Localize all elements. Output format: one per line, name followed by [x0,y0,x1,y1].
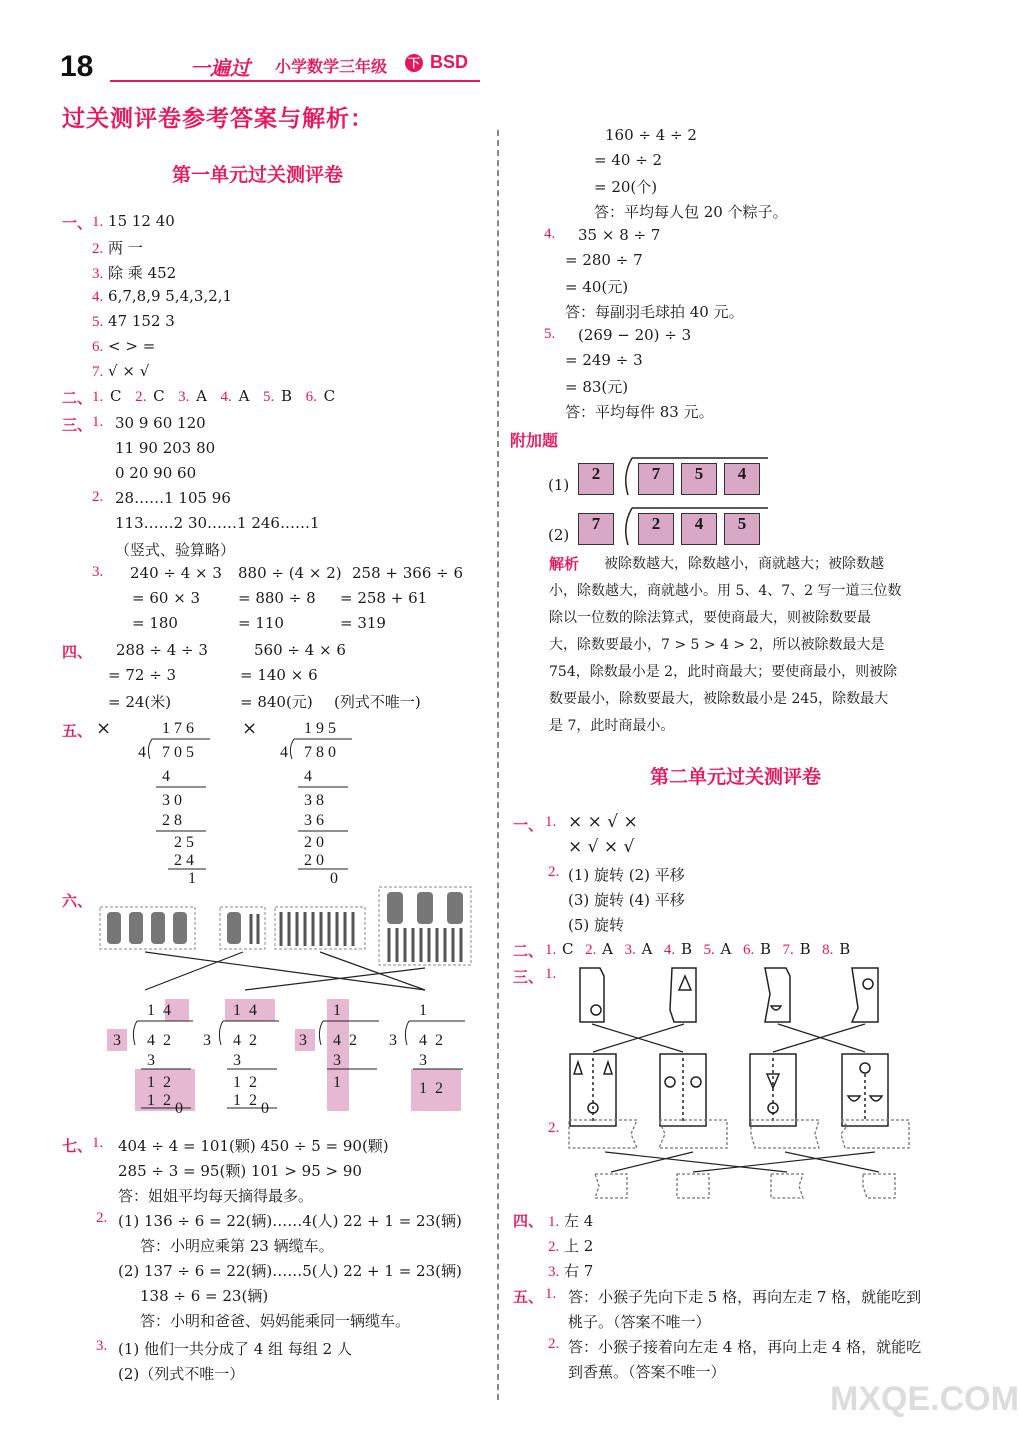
circle-icon [665,1077,675,1087]
list-item: 2. 上 2 [548,1237,594,1255]
bonus-division-2 [578,513,621,545]
digit-tile: 7 [638,463,674,495]
step: 4 [304,768,312,785]
answer-line: 答：小猴子接着向左走 4 格，再向上走 4 格，就能吃 [568,1338,922,1356]
answer-line: 到香蕉。（答案不唯一） [568,1363,726,1381]
digit-tile: 7 [578,513,614,545]
calc-line: = 258 + 61 [340,589,428,607]
circle-icon [591,1005,601,1015]
step: 3 [333,1052,341,1069]
analysis-line: 数要最小，除数要最大，被除数最小是 245，除数最大 [549,691,889,707]
remainder: 0 [330,870,338,887]
shape-outline [841,1120,909,1148]
list-item: 2. 两 一 [92,239,143,257]
remainder: 0 [261,1100,269,1117]
answer-line: 答：姐姐平均每天摘得最多。 [118,1187,314,1205]
question-number: 1. [545,814,557,830]
dividend: 42 [419,1032,451,1049]
calc-line: (269 − 20) ÷ 3 [578,326,692,344]
question-number: 1. [545,966,557,982]
answer-line: (5) 旋转 [568,916,625,934]
step: 28 [162,812,186,829]
bonus-dividend-1 [638,463,767,495]
analysis-line: 是 7，此时商最小。 [549,718,675,734]
watermark: MXQE.COM [830,1380,1019,1418]
list-item: 7. √ × √ [92,362,150,380]
question-number: 2. [92,489,104,505]
calc-line: = 140 × 6 [240,666,318,684]
matching-lines [145,952,425,990]
calc-line: 560 ÷ 4 × 6 [254,641,346,659]
unit2-title: 第二单元过关测评卷 [650,766,822,788]
calc-line: = 60 × 3 [132,589,201,607]
circle-icon [691,1077,701,1087]
step: 12 [233,1092,265,1109]
question-number: 1. [545,1286,557,1302]
header-rule [110,80,480,82]
calc-line: = 319 [340,614,386,632]
stick-bundle-icon [447,892,463,924]
step: 3 [147,1052,155,1069]
unit2-s1-label: 一、 [513,816,544,834]
dividend: 780 [304,744,340,761]
digit-tile: 5 [681,463,717,495]
unit1-s4-label: 四、 [62,643,93,661]
shape-outline [751,1120,819,1148]
stick-bundle-icon [129,912,143,944]
answer-line: (2)（列式不唯一） [118,1365,245,1383]
note: (列式不唯一) [334,693,421,711]
answer-line: (1) 136 ÷ 6 = 22(辆)……4(人) 22 + 1 = 23(辆) [118,1212,462,1230]
shape-outline [659,1120,727,1148]
dividend: 42 [233,1032,265,1049]
stick-bundle-icon [107,912,121,944]
triangle-icon [679,976,691,990]
step: 36 [304,812,328,829]
step: 12 [147,1092,179,1109]
answer-line: (2) 137 ÷ 6 = 22(辆)……5(人) 22 + 1 = 23(辆) [118,1262,462,1280]
unit1-title: 第一单元过关测评卷 [172,164,344,186]
digit-tile: 2 [638,513,674,545]
calc-line: 160 ÷ 4 ÷ 2 [605,126,697,144]
remainder: 0 [175,1100,183,1117]
calc-line: = 40(元) [565,278,629,296]
list-item: 1. 左 4 [548,1212,594,1230]
shape-card-triangle [670,968,696,1022]
analysis-label: 解析 [549,555,580,573]
question-number: 4. [544,226,556,242]
unit1-s2-answers: 1. C 2. C 3. A 4. A 5. B 6. C [92,387,336,405]
edition-label: BSD [430,52,469,72]
unit2-s5-label: 五、 [513,1288,544,1306]
digit-tile: 4 [724,463,760,495]
question-number: 2. [548,1336,560,1352]
step: 38 [304,792,328,809]
calc-line: 288 ÷ 4 ÷ 3 [116,641,208,659]
counting-sticks-illustration [95,882,485,992]
answer-line: 答：小明应乘第 23 辆缆车。 [140,1237,334,1255]
divisor: 4 [138,744,146,761]
stick-bundle-icon [387,892,403,924]
step: 12 [147,1074,179,1091]
judgement-row: × √ × √ [568,837,635,857]
unit1-s5-label: 五、 [62,722,93,740]
bonus-division-1 [578,463,621,495]
answer-line: 30 9 60 120 [115,414,206,432]
stick-bundle-icon [151,912,165,944]
calc-line: 258 + 366 ÷ 6 [352,564,464,582]
shape-outline [569,1120,637,1148]
unit1-s6-label: 六、 [62,892,93,910]
calc-line: 880 ÷ (4 × 2) [238,564,342,582]
answer-line: (3) 旋转 (4) 平移 [568,891,685,909]
stick-bundle-icon [417,892,433,924]
calc-line: = 83(元) [565,378,629,396]
answer-line: 答：平均每人包 20 个粽子。 [594,203,788,221]
divisor: 4 [280,744,288,761]
question-number: 5. [544,326,556,342]
question-number: 3. [92,564,104,580]
calc-line: = 40 ÷ 2 [594,151,663,169]
list-item: 3. 除 乘 452 [92,264,177,282]
shape-outline [863,1174,895,1198]
answer-line: (1) 他们一共分成了 4 组 每组 2 人 [118,1340,352,1358]
analysis-line: 小，除数越大，商就越小。用 5、4、7、2 写一道三位数 [549,583,902,599]
unit1-s3-label: 三、 [62,416,93,434]
digit-tile: 4 [681,513,717,545]
long-division-1 [130,715,230,885]
unit2-s2-label: 二、 [513,942,544,960]
digit-tile: 2 [578,463,614,495]
column-divider [497,130,499,1400]
step: 1 [333,1074,341,1091]
quotient: 14 [233,1002,265,1019]
wrong-mark: × [242,718,258,739]
answer-line: 答：每副羽毛球拍 40 元。 [565,303,744,321]
answer-line: 404 ÷ 4 = 101(颗) 450 ÷ 5 = 90(颗) [118,1137,389,1155]
divisor: 3 [299,1032,307,1049]
unit1-s2-label: 二、 [62,389,93,407]
quotient: 1 [333,1002,341,1019]
page-number: 18 [60,50,94,83]
step: 12 [419,1080,451,1097]
list-item: 3. 右 7 [548,1262,594,1280]
shape-outline [595,1174,627,1198]
dividend: 705 [162,744,198,761]
answer-line: 285 ÷ 3 = 95(颗) 101 > 95 > 90 [118,1162,362,1180]
calc-line: = 72 ÷ 3 [108,666,177,684]
answer-line: 答：小明和爸爸、妈妈能乘同一辆缆车。 [140,1312,411,1330]
shape-matching-diagram [560,962,900,1132]
shape-card-semicircle [765,968,790,1022]
answer-line: 11 90 203 80 [115,439,216,457]
bonus-dividend-2 [638,513,767,545]
unit2-s4-label: 四、 [513,1212,544,1230]
question-number: 2. [548,864,560,880]
circle-icon [863,979,873,989]
shape-outline [677,1174,709,1198]
calc-line: = 180 [132,614,178,632]
calc-line: = 880 ÷ 8 [238,589,316,607]
stick-bundle-icon [173,912,187,944]
stick-divisions [105,995,485,1115]
long-division-2 [272,715,372,885]
step: 12 [233,1074,265,1091]
semicircle-icon [771,1006,781,1010]
brand-logo: 一遍过 [190,56,250,80]
unit1-s1-label: 一、 [62,214,93,232]
question-number: 1. [92,414,104,430]
calc-line: = 110 [238,614,284,632]
analysis-line: 754，除数最小是 2，此时商最大；要使商最小，则被除 [549,664,898,680]
calc-line: = 840(元) [240,693,313,711]
answer-line: 28……1 105 96 [115,489,231,507]
list-item: 1. 15 12 40 [92,212,175,230]
question-number: 1. [92,1135,104,1151]
bonus-title: 附加题 [510,431,559,450]
volume-badge: 下 [405,54,423,72]
book-subtitle: 小学数学三年级 [275,57,388,76]
answer-line: （竖式、验算略） [115,541,236,559]
answer-line: 答：平均每件 83 元。 [565,403,714,421]
bonus-label: (2) [548,526,570,544]
step: 30 [162,792,186,809]
dividend: 42 [333,1032,365,1049]
list-item: 4. 6,7,8,9 5,4,3,2,1 [92,287,233,305]
bonus-label: (1) [548,476,570,494]
list-item: 6. < > = [92,337,156,355]
quotient: 14 [147,1002,179,1019]
wrong-mark: × [96,718,112,739]
step: 3 [233,1052,241,1069]
calc-line: 240 ÷ 4 × 3 [130,564,222,582]
calc-line: = 24(米) [108,693,172,711]
analysis-line: 除以一位数的除法算式，要使商最大，则被除数要最 [549,610,871,626]
analysis-line: 被除数越大，除数越小，商就越大；被除数越 [604,556,884,572]
step: 25 [174,834,198,851]
matching-lines [605,1152,879,1172]
answer-line: 113……2 30……1 246……1 [115,514,320,532]
analysis-line: 大，除数要最小，7 > 5 > 4 > 2，所以被除数最大是 [549,637,885,653]
circle-icon [860,1063,870,1073]
step: 20 [304,852,328,869]
digit-tile: 5 [724,513,760,545]
calc-line: = 20(个) [594,178,658,196]
question-number: 2. [96,1210,108,1226]
step: 3 [419,1052,427,1069]
divisor: 3 [203,1032,211,1049]
step: 4 [162,768,170,785]
calc-line: = 280 ÷ 7 [565,251,643,269]
step: 24 [174,852,198,869]
calc-line: 35 × 8 ÷ 7 [578,226,661,244]
step: 20 [304,834,328,851]
judgement-row: × × √ × [568,812,638,832]
list-item: 5. 47 152 3 [92,312,175,330]
unit2-s2-answers: 1. C 2. A 3. A 4. B 5. A 6. B 7. B 8. B [545,940,851,958]
quotient: 1 [419,1002,427,1019]
answer-line: 答：小猴子先向下走 5 格，再向左走 7 格，就能吃到 [568,1288,922,1306]
answer-line: 0 20 90 60 [115,464,197,482]
divisor: 3 [389,1032,397,1049]
shape-card-circle-right [852,968,878,1022]
quotient: 195 [304,720,340,737]
unit2-s3-label: 三、 [513,968,544,986]
divisor: 3 [113,1032,121,1049]
quotient: 176 [162,720,198,737]
unit1-s7-label: 七、 [62,1137,93,1155]
dividend: 42 [147,1032,179,1049]
matching-lines [592,1024,865,1052]
page-title: 过关测评卷参考答案与解析： [62,106,374,132]
translation-matching-diagram [565,1112,925,1208]
stick-bundle-icon [227,912,241,944]
answer-line: (1) 旋转 (2) 平移 [568,866,685,884]
shape-outline [771,1174,803,1198]
question-number: 3. [96,1338,108,1354]
calc-line: = 249 ÷ 3 [565,351,643,369]
question-number: 2. [548,1120,560,1136]
answer-line: 138 ÷ 6 = 23(辆) [140,1287,269,1305]
answer-line: 桃子。（答案不唯一） [568,1313,711,1331]
remainder: 1 [188,870,196,887]
